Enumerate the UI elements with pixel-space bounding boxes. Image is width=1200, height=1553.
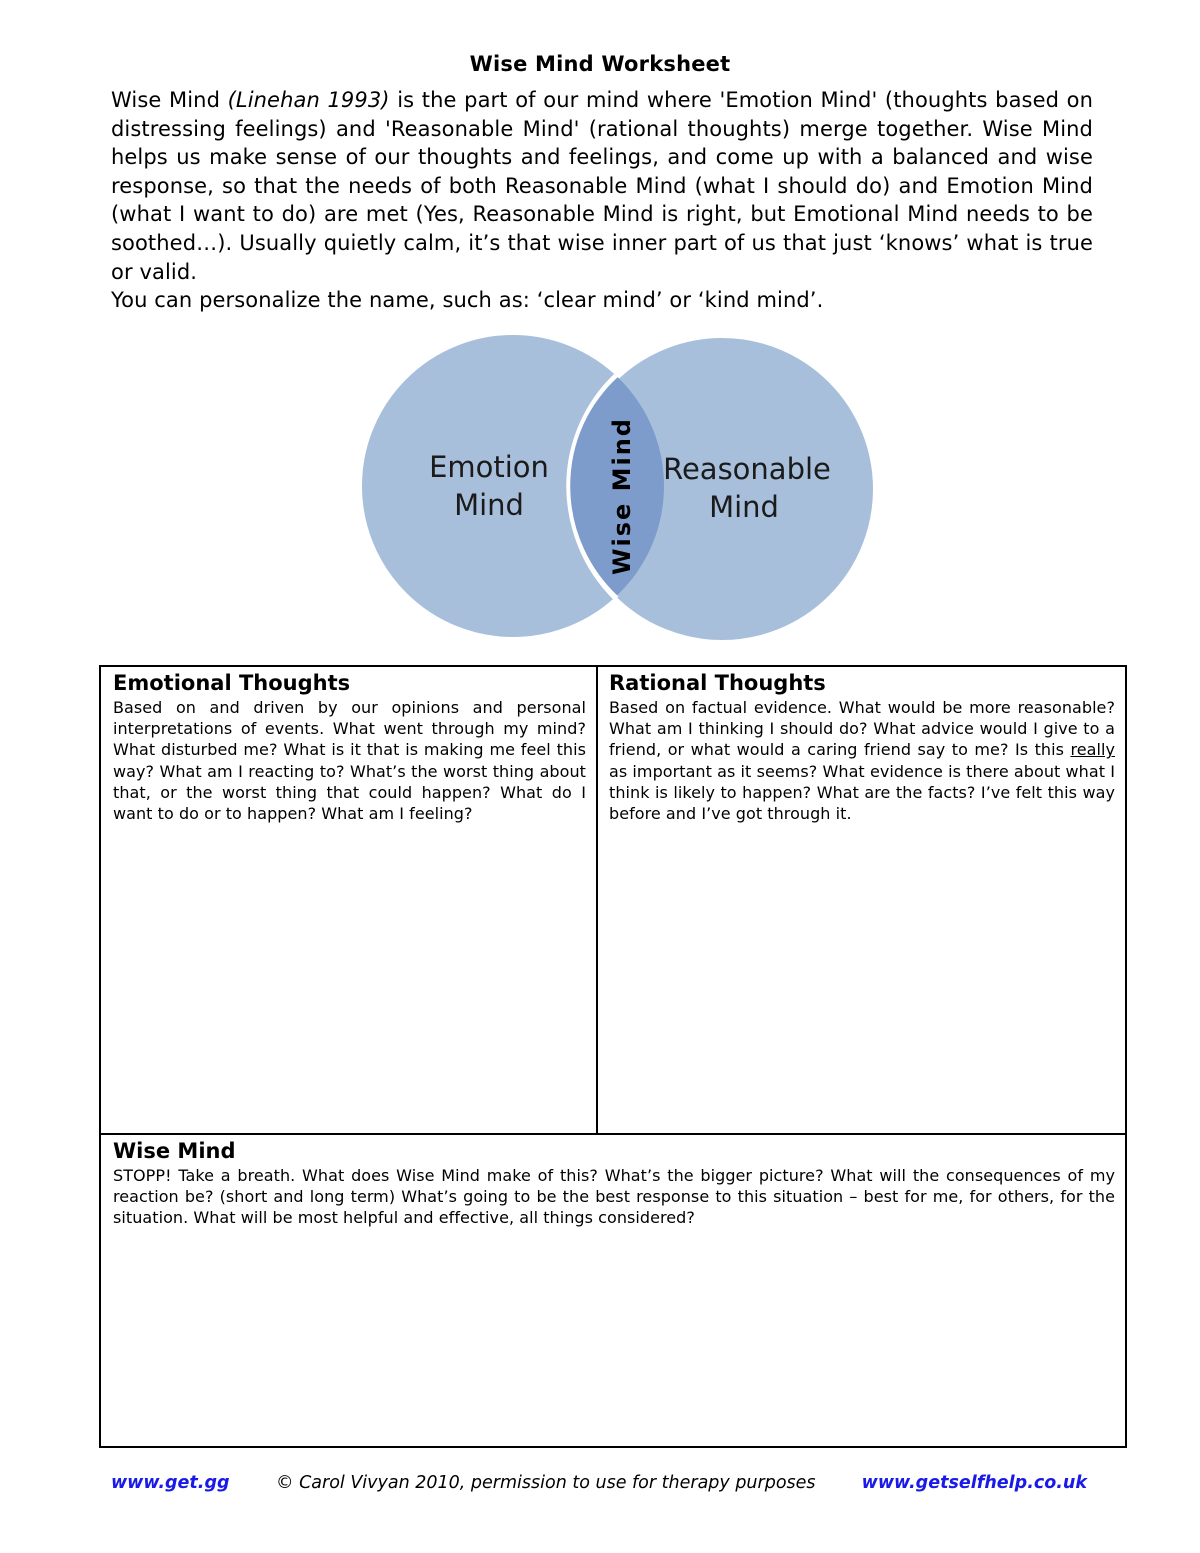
footer-copyright: © Carol Vivyan 2010, permission to use for therapy purposes bbox=[276, 1473, 816, 1493]
emotional-thoughts-prompt: Based on and driven by our opinions and personal interpretations of events. What went through my mind? What disturbed me? What is it that is making me feel this way? What am I reacting to? What’s the worst thing about that, or the worst thing that could happen? What do I want to do or to happen? What am I feeling? bbox=[113, 698, 586, 824]
reasonable-mind-label-line2: Mind bbox=[709, 490, 779, 524]
footer-link-getselfhelp[interactable]: www.getselfhelp.co.uk bbox=[861, 1473, 1087, 1493]
rational-thoughts-prompt bbox=[609, 697, 1115, 824]
rational-prompt-part1: Based on factual evidence. What would be more reasonable? What am I thinking I should do? What advice would I give to a friend, or what would a caring friend say to me? Is this bbox=[609, 698, 1115, 760]
wise-mind-heading: Wise Mind bbox=[113, 1139, 236, 1163]
worksheet-table bbox=[99, 665, 1127, 1448]
intro-paragraph bbox=[111, 86, 1093, 315]
rational-thoughts-cell[interactable] bbox=[598, 667, 1125, 1133]
wise-mind-prompt: STOPP! Take a breath. What does Wise Mind make of this? What’s the bigger picture? What will the consequences of my reaction be? (short and long term) What’s going to be the best response to this situation – best for me, for others, for the situation. What will be most helpful and effective, all things considered? bbox=[113, 1166, 1115, 1228]
wise-mind-cell[interactable] bbox=[101, 1133, 1125, 1446]
reasonable-mind-label-line1: Reasonable bbox=[663, 452, 831, 486]
rational-prompt-part2: as important as it seems? What evidence is there about what I think is likely to happen? What are the facts? I’ve felt this way before and I’ve got through it. bbox=[609, 761, 1115, 824]
intro-personalize: You can personalize the name, such as: ‘clear mind’ or ‘kind mind’. bbox=[111, 288, 824, 313]
rational-thoughts-heading: Rational Thoughts bbox=[609, 671, 826, 695]
emotion-mind-label-line1: Emotion bbox=[429, 450, 549, 484]
intro-text: is the part of our mind where 'Emotion Mind' (thoughts based on distressing feelings) and 'Reasonable Mind' (rational thoughts) merge together. Wise Mind helps us make sense of our thoughts and feelings, and come up with a balanced and wise response, so that the needs of both Reasonable Mind (what I should do) and Emotion Mind (what I want to do) are met (Yes, Reasonable Mind is right, but Emotional Mind needs to be soothed…). Usually quietly calm, it’s that wise inner part of us that just ‘knows’ what is true or valid. bbox=[111, 88, 1093, 284]
emotional-thoughts-heading: Emotional Thoughts bbox=[113, 671, 351, 695]
footer bbox=[111, 1473, 1087, 1497]
wise-mind-venn-diagram bbox=[355, 334, 880, 648]
page-title: Wise Mind Worksheet bbox=[469, 52, 731, 76]
rational-prompt-emphasis: really bbox=[1070, 740, 1115, 760]
intro-lead: Wise Mind bbox=[111, 88, 220, 112]
emotional-thoughts-cell[interactable] bbox=[101, 667, 598, 1133]
intro-citation: (Linehan 1993) bbox=[227, 88, 390, 112]
footer-link-get-gg[interactable]: www.get.gg bbox=[111, 1473, 230, 1493]
emotion-mind-label-line2: Mind bbox=[454, 488, 524, 522]
wise-mind-label: Wise Mind bbox=[608, 417, 636, 575]
